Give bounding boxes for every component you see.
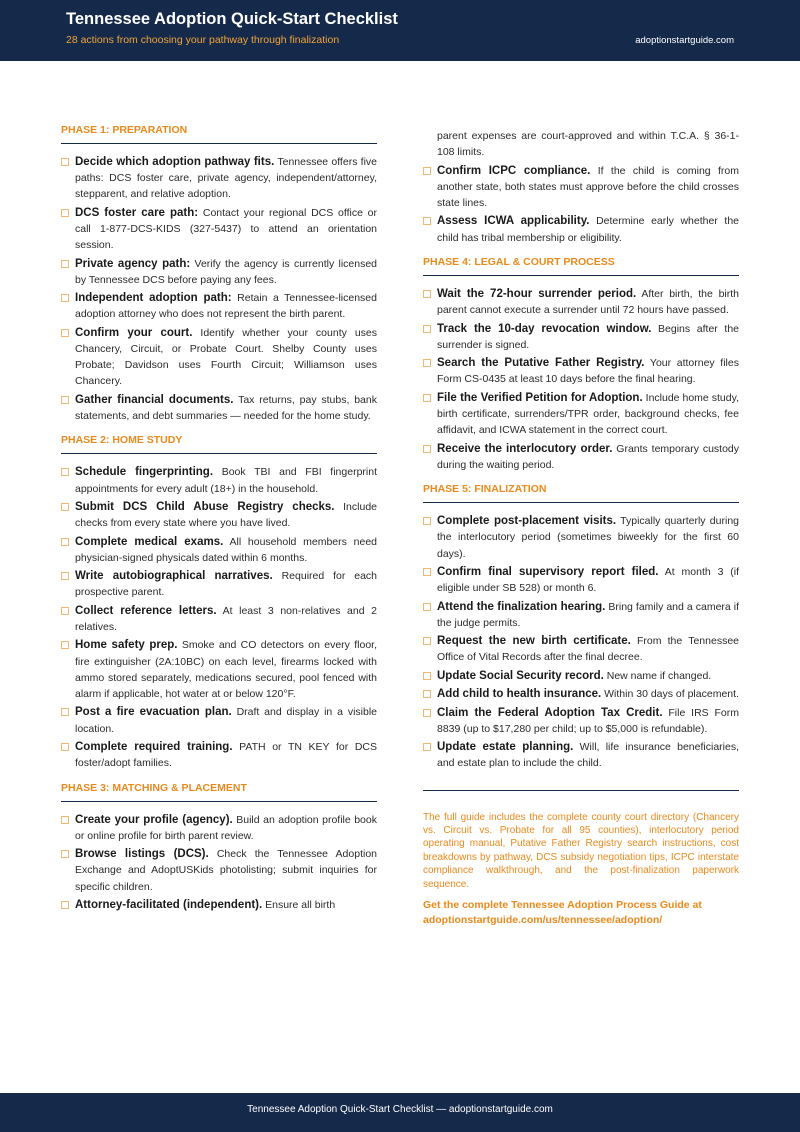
checklist-item — [423, 355, 739, 387]
page-footer: Tennessee Adoption Quick-Start Checklist — adoptionstartguide.com — [0, 1093, 800, 1132]
checklist-item — [423, 564, 739, 596]
guide-promo-text: The full guide includes the complete county court directory (Chancery vs. Circuit vs. Probate for all 95 counties), interlocutory period operating manual, Putative Father Registry search instructions, cost breakdowns by pathway, DCS subsidy negotiation tips, ICPC interstate compliance walkthrough, and the post-finalization paperwork sequence. — [423, 811, 739, 890]
checkbox-icon[interactable] — [61, 572, 69, 580]
phase-list — [423, 163, 739, 246]
checkbox-icon[interactable] — [61, 850, 69, 858]
checkbox-icon[interactable] — [423, 290, 431, 298]
item-description: Within 30 days of placement. — [604, 688, 739, 701]
item-title: DCS foster care path: — [75, 206, 199, 219]
item-title: Complete required training. — [75, 740, 233, 753]
item-title: Decide which adoption pathway fits. — [75, 156, 275, 168]
checkbox-icon[interactable] — [423, 325, 431, 333]
checklist-item — [61, 603, 377, 635]
phase-list — [423, 513, 739, 771]
checklist-item — [423, 321, 739, 353]
checklist-item — [61, 812, 377, 844]
checkbox-icon[interactable] — [423, 568, 431, 576]
checklist-item — [61, 256, 377, 288]
checkbox-icon[interactable] — [423, 672, 431, 680]
checkbox-icon[interactable] — [423, 167, 431, 175]
checklist-item — [61, 704, 377, 736]
item-description: Identify whether your county uses Chancery, Circuit, or Probate Court. Shelby County uses Probate; Davidson uses Fourth Circuit; Williamson uses Chancery. — [75, 326, 378, 388]
item-description: Verify the agency is currently licensed by Tennessee DCS before paying any fees. — [75, 257, 378, 286]
phase-title: PHASE 2: HOME STUDY — [61, 434, 183, 447]
checkbox-icon[interactable] — [61, 468, 69, 476]
checkbox-icon[interactable] — [61, 816, 69, 824]
item-title: Private agency path: — [75, 257, 191, 270]
item-description: Bring family and a camera if the judge permits. — [437, 600, 740, 629]
item-description: If the child is coming from another state, both states must approve before the child crosses state lines. — [437, 164, 740, 209]
item-description: Contact your regional DCS office or call 1-877-DCS-KIDS (327-5437) to attend an orientation session. — [75, 206, 377, 252]
phase-title: PHASE 1: PREPARATION — [61, 124, 188, 136]
checklist-item — [423, 668, 739, 684]
phase-title: PHASE 5: FINALIZATION — [423, 483, 547, 496]
item-title: Collect reference letters. — [75, 604, 217, 617]
item-description: All household members need physician-signed physicals dated within 6 months. — [75, 535, 377, 564]
item-description: New name if changed. — [606, 669, 712, 682]
item-title: Wait the 72-hour surrender period. — [437, 287, 637, 300]
checkbox-icon[interactable] — [61, 294, 69, 302]
item-title: File the Verified Petition for Adoption. — [437, 391, 643, 404]
checklist-item — [61, 464, 377, 496]
item-title: Claim the Federal Adoption Tax Credit. — [437, 706, 663, 719]
checkbox-icon[interactable] — [423, 394, 431, 402]
checkbox-icon[interactable] — [423, 359, 431, 367]
checklist-item — [61, 290, 377, 322]
checklist-item — [423, 599, 739, 631]
checklist-item — [61, 325, 377, 390]
phase-list — [61, 154, 377, 424]
item-title: Write autobiographical narratives. — [75, 570, 273, 583]
checklist-item — [61, 846, 377, 895]
checklist-item — [423, 441, 739, 473]
item-title: Confirm final supervisory report filed. — [437, 565, 659, 578]
item-description: Draft and display in a visible location. — [75, 706, 378, 735]
checkbox-icon[interactable] — [423, 743, 431, 751]
item-title: Request the new birth certificate. — [437, 635, 631, 648]
item-description: File IRS Form 8839 (up to $17,280 per child; up to $5,000 is refundable). — [437, 706, 740, 735]
item-title: Home safety prep. — [75, 639, 178, 652]
item-description: PATH or TN KEY for DCS foster/adopt families. — [75, 740, 377, 770]
phase-divider — [61, 143, 377, 144]
checkbox-icon[interactable] — [61, 158, 69, 166]
checklist-item — [423, 633, 739, 665]
item-description: Tax returns, pay stubs, bank statements, and debt summaries — needed for the home study. — [75, 393, 377, 422]
item-title: Track the 10-day revocation window. — [437, 322, 652, 335]
phase-divider — [423, 275, 739, 276]
page-subtitle: 28 actions from choosing your pathway through finalization — [66, 34, 340, 46]
item-title: Complete post-placement visits. — [437, 515, 617, 528]
item-title: Post a fire evacuation plan. — [75, 706, 232, 719]
guide-link[interactable]: Get the complete Tennessee Adoption Process Guide at adoptionstartguide.com/us/tennessee/adoption/ — [423, 898, 702, 926]
item-title: Add child to health insurance. — [437, 688, 602, 701]
header-site-link[interactable]: adoptionstartguide.com — [635, 35, 734, 46]
checklist-item — [61, 637, 377, 702]
checkbox-icon[interactable] — [423, 690, 431, 698]
item-title: Browse listings (DCS). — [75, 848, 209, 861]
phase-list — [61, 812, 377, 914]
item-description: Your attorney files Form CS-0435 at least 10 days before the final hearing. — [437, 357, 739, 386]
page-header — [0, 0, 800, 61]
item-title: Gather financial documents. — [75, 393, 234, 406]
item-title: Update Social Security record. — [437, 669, 604, 682]
item-description: Retain a Tennessee-licensed adoption attorney who does not represent the birth parent. — [75, 292, 377, 321]
checklist-item — [423, 705, 739, 737]
checkbox-icon[interactable] — [61, 396, 69, 404]
checkbox-icon[interactable] — [61, 209, 69, 217]
item-description: Book TBI and FBI fingerprint appointments for every adult (18+) in the household. — [75, 466, 377, 495]
item-description: Required for each prospective parent. — [75, 570, 377, 599]
phase-divider — [61, 801, 377, 802]
item-description: Include checks from every state where you have lived. — [75, 500, 377, 530]
item-title: Independent adoption path: — [75, 292, 232, 305]
item-title: Receive the interlocutory order. — [437, 442, 613, 455]
checkbox-icon[interactable] — [423, 603, 431, 611]
checkbox-icon[interactable] — [423, 445, 431, 453]
item-title: Submit DCS Child Abuse Registry checks. — [75, 500, 335, 513]
checklist-item — [61, 534, 377, 566]
checklist-item — [61, 739, 377, 771]
phase-divider — [423, 502, 739, 503]
item-title: Schedule fingerprinting. — [75, 466, 214, 479]
checkbox-icon[interactable] — [61, 329, 69, 337]
checkbox-icon[interactable] — [61, 503, 69, 511]
checkbox-icon[interactable] — [61, 260, 69, 268]
item-description: Ensure all birth — [265, 898, 336, 911]
checklist-item — [423, 163, 739, 212]
checkbox-icon[interactable] — [61, 743, 69, 751]
checkbox-icon[interactable] — [61, 607, 69, 615]
checklist-item — [61, 392, 377, 424]
checklist-item — [61, 568, 377, 600]
checklist-item — [61, 205, 377, 254]
item-description: Build an adoption profile book or online profile for birth parent review. — [75, 813, 377, 842]
item-title: Confirm ICPC compliance. — [437, 164, 591, 177]
item-title: Attorney-facilitated (independent). — [75, 898, 263, 911]
item-description: At month 3 (if eligible under SB 528) or month 6. — [437, 565, 739, 595]
checkbox-icon[interactable] — [61, 641, 69, 649]
checkbox-icon[interactable] — [423, 637, 431, 645]
checklist-item — [423, 213, 739, 245]
item-description: Begins after the surrender is signed. — [437, 322, 739, 351]
item-description: Check the Tennessee Adoption Exchange and AdoptUSKids photolisting; submit inquiries for specific children. — [75, 848, 378, 893]
checklist-item — [423, 739, 739, 771]
phase-title: PHASE 3: MATCHING & PLACEMENT — [61, 781, 247, 794]
item-description: At least 3 non-relatives and 2 relatives. — [75, 604, 377, 633]
phase-list — [423, 286, 739, 473]
item-description: Include home study, birth certificate, surrenders/TPR order, background checks, fee affidavit, and ICWA statement in the correct court. — [437, 391, 739, 437]
item-description: After birth, the birth parent cannot execute a surrender until 72 hours have passed. — [437, 287, 739, 317]
continued-text: parent expenses are court-approved and within T.C.A. § 36-1-108 limits. — [437, 130, 739, 159]
item-title: Attend the finalization hearing. — [437, 600, 606, 613]
phase-list — [61, 464, 377, 771]
checklist-item — [423, 686, 739, 702]
section-divider — [423, 790, 739, 791]
item-title: Confirm your court. — [75, 326, 193, 339]
left-column — [61, 124, 377, 915]
phase-title: PHASE 4: LEGAL & COURT PROCESS — [423, 255, 615, 268]
phase-divider — [61, 453, 377, 454]
checkbox-icon[interactable] — [423, 709, 431, 717]
item-title: Search the Putative Father Registry. — [437, 357, 645, 370]
checklist-item — [61, 499, 377, 531]
checkbox-icon[interactable] — [423, 217, 431, 225]
item-title: Create your profile (agency). — [75, 813, 233, 826]
item-description: Smoke and CO detectors on every floor, fire extinguisher (2A:10BC) on each level, firearms locked with ammo stored separately, medications secured, pool fenced with alarm if applicable, hot water at or below 120°F. — [75, 639, 378, 700]
item-description: Typically quarterly during the interlocutory period (sometimes biweekly for the first 60 days). — [437, 515, 739, 560]
item-title: Update estate planning. — [437, 741, 574, 754]
checklist-item — [61, 154, 377, 203]
item-description: Will, life insurance beneficiaries, and estate plan to include the child. — [437, 741, 739, 770]
item-description: Tennessee offers five paths: DCS foster care, private agency, independent/attorney, stepparent, and relative adoption. — [75, 156, 378, 201]
checkbox-icon[interactable] — [423, 517, 431, 525]
item-title: Complete medical exams. — [75, 535, 224, 548]
item-description: Determine early whether the child has tribal membership or eligibility. — [437, 215, 740, 244]
item-title: Assess ICWA applicability. — [437, 215, 590, 228]
item-description: Grants temporary custody during the waiting period. — [437, 442, 739, 471]
checklist-item — [423, 513, 739, 562]
page-title: Tennessee Adoption Quick-Start Checklist — [66, 10, 398, 28]
checkbox-icon[interactable] — [61, 538, 69, 546]
checkbox-icon[interactable] — [61, 708, 69, 716]
checklist-item — [423, 390, 739, 439]
checkbox-icon[interactable] — [61, 901, 69, 909]
checklist-item — [423, 286, 739, 318]
right-column — [423, 128, 739, 928]
item-description: From the Tennessee Office of Vital Records after the final decree. — [437, 635, 739, 664]
checklist-item — [61, 897, 377, 913]
